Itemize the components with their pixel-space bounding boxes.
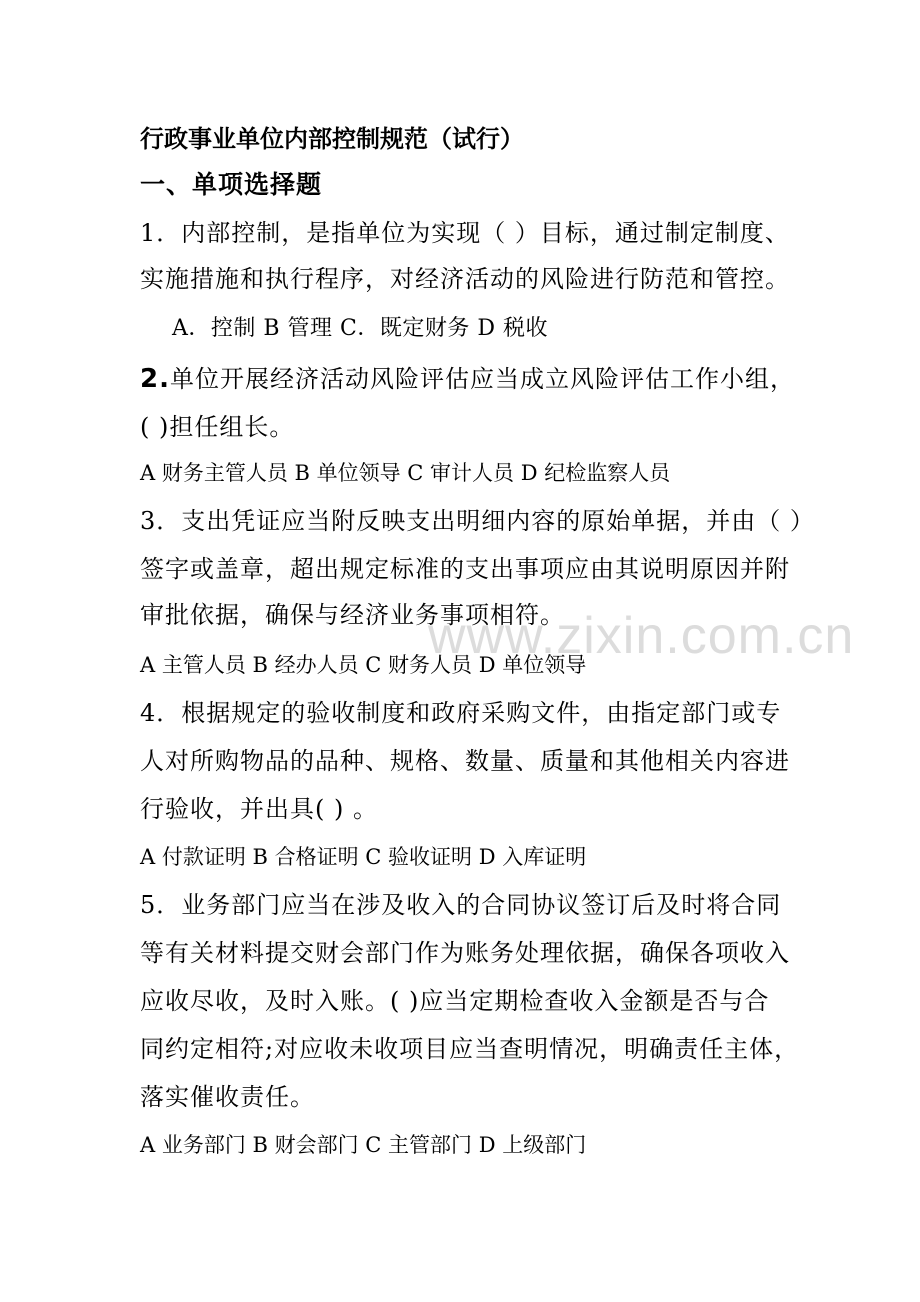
q1-line-2: 实施措施和执行程序，对经济活动的风险进行防范和管控。 (140, 265, 790, 293)
q5-line-5: 落实催收责任。 (140, 1083, 315, 1111)
q3-line-2: 签字或盖章，超出规定标准的支出事项应由其说明原因并附 (140, 555, 790, 583)
watermark: www.zixin.com.cn (428, 607, 855, 665)
document-title: 行政事业单位内部控制规范（试行） (140, 124, 524, 153)
q5-line-4: 同约定相符;对应收未收项目应当查明情况，明确责任主体， (140, 1035, 800, 1063)
q4-options: A 付款证明 B 合格证明 C 验收证明 D 入库证明 (140, 845, 587, 869)
q4-line-3: 行验收，并出具( ) 。 (140, 795, 378, 823)
q2-line-2: ( )担任组长。 (140, 413, 295, 441)
q4-line-1: 4．根据规定的验收制度和政府采购文件，由指定部门或专 (140, 699, 782, 727)
q2-number: 2. (140, 364, 170, 394)
q1-line-1: 1．内部控制，是指单位为实现（ ）目标，通过制定制度、 (140, 219, 790, 247)
q2-options: A 财务主管人员 B 单位领导 C 审计人员 D 纪检监察人员 (140, 461, 671, 485)
q5-options: A 业务部门 B 财会部门 C 主管部门 D 上级部门 (140, 1133, 587, 1157)
q1-options: A．控制 B 管理 C．既定财务 D 税收 (172, 316, 548, 341)
q5-line-1: 5．业务部门应当在涉及收入的合同协议签订后及时将合同 (140, 891, 782, 919)
q3-options: A 主管人员 B 经办人员 C 财务人员 D 单位领导 (140, 653, 587, 677)
q2-line-1 (140, 364, 795, 394)
q2-line-1-text: 单位开展经济活动风险评估应当成立风险评估工作小组， (169, 365, 795, 393)
q5-line-3: 应收尽收，及时入账。( )应当定期检查收入金额是否与合 (140, 987, 770, 1015)
q3-line-3: 审批依据，确保与经济业务事项相符。 (140, 601, 565, 629)
q5-line-2: 等有关材料提交财会部门作为账务处理依据，确保各项收入 (140, 939, 790, 967)
q3-line-1: 3．支出凭证应当附反映支出明细内容的原始单据，并由（ ） (140, 507, 815, 535)
section-heading: 一、单项选择题 (140, 170, 323, 199)
q4-line-2: 人对所购物品的品种、规格、数量、质量和其他相关内容进 (140, 747, 790, 775)
